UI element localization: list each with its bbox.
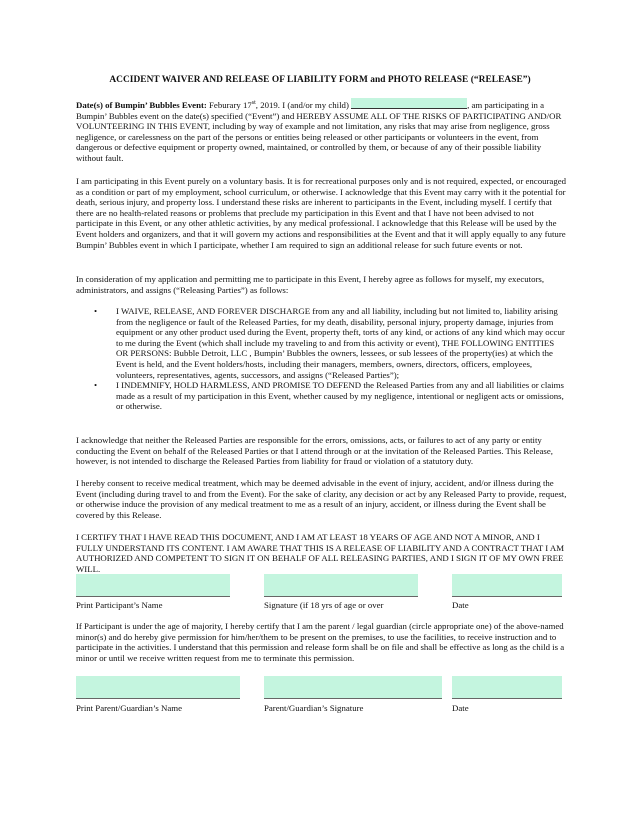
- event-date-suffix: st: [251, 100, 256, 107]
- list-item: [76, 380, 568, 412]
- bullet-icon: •: [94, 380, 98, 391]
- participant-signature-line: [264, 596, 418, 597]
- list-item: [76, 306, 568, 380]
- participant-date-label: Date: [452, 600, 469, 610]
- participant-name-field[interactable]: [76, 574, 230, 596]
- consideration-paragraph: In consideration of my application and permitting me to participate in this Event, I hereby agree as follows for myself, my executors, administrators, and assigns (“Releasing Parties”) as follows:: [76, 274, 545, 295]
- participant-date-line: [452, 596, 562, 597]
- event-date-paragraph: [76, 98, 568, 164]
- guardian-signature-field[interactable]: [264, 676, 442, 698]
- event-date-month: Feburary 17: [206, 100, 252, 110]
- guardian-signature-label: Parent/Guardian’s Signature: [264, 703, 364, 713]
- waiver-release-text: I WAIVE, RELEASE, AND FOREVER DISCHARGE from any and all liability, including but not limited to, liability arising from the negligence or fault of the Released Parties, for my death, disability, personal injury, property damage, injuries from equipment or any other product used during the Event, property theft, torts of any kind, or actions of any kind which may occur to me during the Event (which shall include my traveling to and from this activity or event), THE FOLLOWING ENTITIES OR PERSONS: Bubble Detroit, LLC , Bumpin’ Bubbles the owners, lessees, or sub lessees of the property(ies) at which the Event is held, and the Event holders/hosts, including their managers, members, owners, directors, officers, employees, volunteers, representatives, agents, successors, and assigns (“Released Parties”);: [116, 306, 565, 380]
- participant-signature-field[interactable]: [264, 574, 418, 596]
- document-title: ACCIDENT WAIVER AND RELEASE OF LIABILITY FORM and PHOTO RELEASE (“RELEASE”): [109, 75, 531, 85]
- indemnify-text: I INDEMNIFY, HOLD HARMLESS, AND PROMISE TO DEFEND the Released Parties from any and all liabilities or claims made as a result of my participation in this Event, whether caused by my negligence, intentional or negligent acts or omissions, or otherwise.: [116, 380, 564, 412]
- participant-date-field[interactable]: [452, 574, 562, 596]
- guardian-name-label: Print Parent/Guardian’s Name: [76, 703, 183, 713]
- bullet-icon: •: [94, 306, 98, 316]
- participant-signature-label: Signature (if 18 yrs of age or over: [264, 600, 384, 610]
- guardian-name-line: [76, 698, 240, 699]
- participant-name-line: [76, 596, 230, 597]
- medical-consent-paragraph: I hereby consent to receive medical treatment, which may be deemed advisable in the event of injury, accident, and/or illness during the Event (including during travel to and from the Event). For the sake of clarity, any decision or act by any Released Party to provide, request, or otherwise induce the provision of any medical treatment to me as a result of an injury, accident, or illness during the Event shall be covered by this Release.: [76, 478, 567, 520]
- guardian-name-field[interactable]: [76, 676, 240, 698]
- event-date-label: Date(s) of Bumpin’ Bubbles Event:: [76, 100, 207, 110]
- guardian-signature-line: [264, 698, 442, 699]
- guardian-consent-paragraph: If Participant is under the age of majority, I hereby certify that I am the parent / legal guardian (circle appropriate one) of the above-named minor(s) and do hereby give permission for him/her/them to be present on the premises, to use the facilities, to receive instruction and to participate in the activities. I understand that this permission and release form shall be on file and shall be effective as long as the child is a minor or until we receive written request from me to terminate this permission.: [76, 621, 565, 663]
- certification-paragraph: I CERTIFY THAT I HAVE READ THIS DOCUMENT, AND I AM AT LEAST 18 YEARS OF AGE AND NOT A MINOR, AND I FULLY UNDERSTAND ITS CONTENT. I AM AWARE THAT THIS IS A RELEASE OF LIABILITY AND A CONTRACT THAT I AM AUTHORIZED AND COMPETENT TO SIGN IT ON BEHALF OF ALL RELEASING PARTIES, AND I SIGN IT OF MY OWN FREE WILL.: [76, 532, 565, 574]
- guardian-date-field[interactable]: [452, 676, 562, 698]
- responsibility-paragraph: I acknowledge that neither the Released Parties are responsible for the errors, omissions, acts, or failures to act of any party or entity conducting the Event on behalf of the Released Parties or that I attend through or at the invitation of the Released Parties. This Release, however, is not intended to discharge the Released Parties from liability for fraud or violation of a statutory duty.: [76, 435, 553, 467]
- guardian-date-line: [452, 698, 562, 699]
- assumption-of-risk-text: , am participating in a Bumpin’ Bubbles event on the date(s) specified (“Event”) and HEREBY ASSUME ALL OF THE RISKS OF PARTICIPATING AND/OR VOLUNTEERING IN THIS EVENT, including by way of example and not limitation, any risks that may arise from negligence, gross negligence, or carelessness on the part of the persons or entities being released or other participants or volunteers in the event, from dangerous or defective equipment or property owned, maintained, or controlled by them, or because of any of their possible liability without fault.: [76, 100, 562, 163]
- release-terms-list: [76, 306, 568, 412]
- participant-name-input[interactable]: [351, 98, 467, 109]
- voluntary-participation-paragraph: I am participating in this Event purely on a voluntary basis. It is for recreational purposes only and is not required, expected, or encouraged as a condition or part of my employment, school curriculum, or otherwise. I acknowledge that this Event may carry with it the potential for death, serious injury, and property loss. I understand these risks are inherent to participants in the Event, including myself. I certify that there are no health-related reasons or problems that preclude my participation in this Event and that I have not been advised to not participate in this Event, or any other athletic activities, by any medical professional. I acknowledge that this Release will be used by the Event holders and organizers, and that it will govern my actions and responsibilities at the Event and that it will apply equally to any future Bumpin’ Bubbles event in which I participate, whether I am required to sign an additional release for such future events or not.: [76, 176, 567, 250]
- guardian-date-label: Date: [452, 703, 469, 713]
- event-date-year: , 2019. I (and/or my child): [255, 100, 352, 110]
- participant-name-label: Print Participant’s Name: [76, 600, 163, 610]
